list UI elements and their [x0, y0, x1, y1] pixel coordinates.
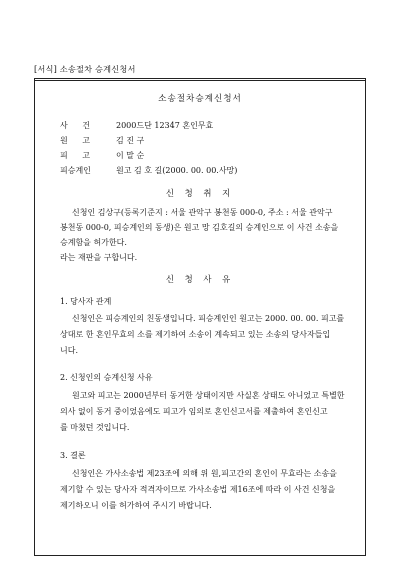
- purpose-line: 신청인 김상구(등록기준지 : 서울 관악구 봉천동 000-0, 주소 : 서울 관악구: [72, 208, 333, 217]
- section-line: 상대로 한 혼인무효의 소를 제기하여 소송이 계속되고 있는 소송의 당사자들입: [60, 330, 331, 339]
- frame-top-double-rule: [34, 80, 366, 81]
- section-line: 의사 없이 동거 중이었음에도 피고가 임의로 혼인신고서를 제출하여 혼인신고: [60, 407, 328, 416]
- defendant-value: 이 말 순: [116, 151, 145, 160]
- plaintiff-label: 원 고: [60, 136, 96, 145]
- section-line: 를 마쳤던 것입니다.: [60, 423, 130, 432]
- case-value: 2000드단 12347 혼인무효: [116, 121, 214, 130]
- predecessor-label: 피승계인: [60, 166, 91, 175]
- form-caption: [서식] 소송절차 승계신청서: [34, 64, 136, 74]
- purpose-heading: 신 청 취 지: [165, 188, 235, 198]
- defendant-label: 피 고: [60, 151, 96, 160]
- purpose-line: 승계함을 허가한다.: [60, 238, 127, 247]
- section-heading-relationship: 1. 당사자 관계: [60, 297, 112, 306]
- section-heading-succession-reason: 2. 신청인의 승계신청 사유: [60, 373, 153, 382]
- section-line: 신청인은 가사소송법 제23조에 의해 위 원,피고간의 혼인이 무효라는 소송을: [72, 469, 337, 478]
- section-line: 니다.: [60, 346, 78, 355]
- section-line: 제기하오니 이를 허가하여 주시기 바랍니다.: [60, 501, 212, 510]
- purpose-conclusion: 라는 재판을 구합니다.: [60, 253, 138, 262]
- section-line: 신청인은 피승계인의 친동생입니다. 피승계인인 원고는 2000. 00. 00. 피고를: [72, 314, 345, 323]
- case-label: 사 건: [60, 121, 96, 130]
- predecessor-value: 원고 김 호 길(2000. 00. 00.사망): [116, 166, 238, 175]
- section-heading-conclusion: 3. 결론: [60, 451, 86, 460]
- section-line: 원고와 피고는 2000년부터 동거한 상태이지만 사실혼 상태도 아니었고 특별한: [72, 391, 345, 400]
- section-line: 제기할 수 있는 당사자 적격자이므로 가사소송법 제16조에 따라 이 사건 신청을: [60, 485, 336, 494]
- plaintiff-value: 김 진 구: [116, 136, 145, 145]
- reason-heading: 신 청 사 유: [165, 274, 235, 284]
- purpose-line: 봉천동 000-0, 피승계인의 동생)은 원고 망 김호길의 승계인으로 이 사건 소송을: [60, 223, 339, 232]
- document-title: 소송절차승계신청서: [158, 94, 242, 104]
